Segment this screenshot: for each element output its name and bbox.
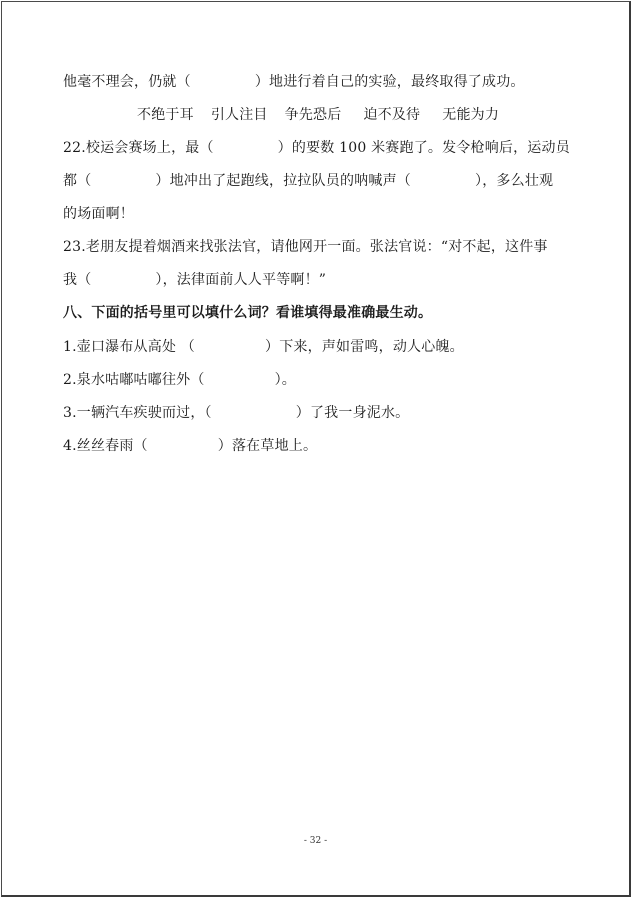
- text-segment: 的场面啊！: [63, 206, 134, 222]
- text-segment: ）的要数 100 米赛跑了。发令枪响后，运动员: [277, 140, 570, 156]
- text-segment: 2.泉水咕嘟咕嘟往外（: [63, 372, 205, 388]
- text-segment: 1.壶口瀑布从高处 （: [63, 339, 196, 355]
- question-8-3: [63, 404, 409, 422]
- text-segment: ）。: [274, 372, 296, 388]
- text-segment: ）地冲出了起跑线，拉拉队员的呐喊声（: [155, 173, 412, 189]
- text-segment: ）地进行着自己的实验，最终取得了成功。: [254, 74, 525, 90]
- question-8-4: [63, 437, 317, 455]
- text-segment: ）落在草地上。: [217, 438, 318, 454]
- text-segment: 4.丝丝春雨（: [63, 438, 148, 454]
- word-option: 不绝于耳: [137, 107, 194, 123]
- question-23-line-2: [63, 271, 326, 289]
- text-segment: 他毫不理会，仍就（: [63, 74, 191, 90]
- question-23-line-1: [63, 238, 548, 256]
- question-8-1: [63, 338, 464, 356]
- text-line-1: [63, 73, 525, 91]
- text-segment: 3.一辆汽车疾驶而过，（: [63, 405, 212, 421]
- word-option: 无能为力: [442, 107, 500, 123]
- document-page: [1, 1, 631, 897]
- question-22-line-1: [63, 139, 570, 157]
- section-8-heading: [63, 304, 432, 322]
- question-8-2: [63, 371, 296, 389]
- heading-text: 八、下面的括号里可以填什么词？看谁填得最准确最生动。: [63, 305, 433, 321]
- text-segment: ）了我一身泥水。: [295, 405, 410, 421]
- text-segment: ）下来，声如雷鸣，动人心魄。: [265, 339, 464, 355]
- text-segment: 22.校运会赛场上，最（: [63, 140, 214, 156]
- word-option: 引人注目: [210, 107, 268, 123]
- text-segment: 23.老朋友提着烟酒来找张法官，请他网开一面。张法官说：“对不起，这件事: [63, 239, 548, 255]
- word-bank: [137, 106, 499, 124]
- word-option: 争先恐后: [284, 107, 342, 123]
- page-number: - 32 -: [303, 836, 328, 846]
- text-segment: 都（: [63, 173, 92, 189]
- text-segment: ），多么壮观: [475, 173, 554, 189]
- text-segment: ），法律面前人人平等啊！”: [155, 272, 327, 288]
- question-22-line-3: [63, 205, 134, 223]
- word-option: 迫不及待: [363, 107, 421, 123]
- question-22-line-2: [63, 172, 553, 190]
- text-segment: 我（: [63, 272, 92, 288]
